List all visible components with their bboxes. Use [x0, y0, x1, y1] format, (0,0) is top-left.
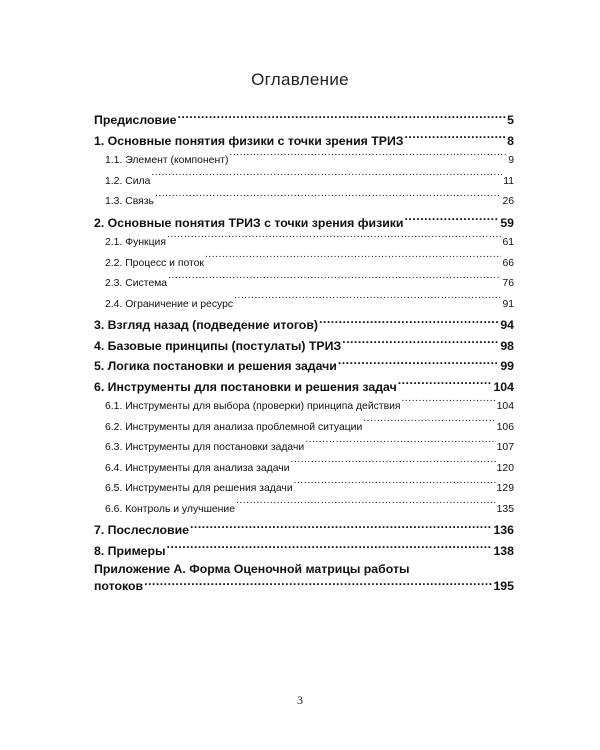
dot-leader — [398, 378, 493, 390]
toc-entry-page: 61 — [502, 237, 514, 248]
toc-entry-label: 6.3. Инструменты для постановки задачи — [105, 442, 305, 453]
toc-entry-section-2-4[interactable] — [94, 295, 514, 316]
dot-leader — [294, 481, 496, 491]
toc-entry-page: 104 — [496, 401, 514, 412]
dot-leader — [144, 578, 492, 590]
toc-entry-chapter-8[interactable] — [94, 541, 514, 562]
toc-entry-page: 11 — [503, 175, 514, 187]
toc-entry-section-6-3[interactable] — [94, 438, 514, 459]
toc-entry-section-6-5[interactable] — [94, 479, 514, 500]
toc-entry-label: 1.2. Сила — [105, 175, 151, 187]
toc-entry-section-1-3[interactable] — [94, 192, 514, 213]
toc-entry-page: 135 — [496, 503, 514, 515]
toc-entry-label: 2. Основные понятия ТРИЗ с точки зрения физики — [94, 215, 404, 230]
toc-entry-label: 6.4. Инструменты для анализа задачи — [105, 462, 290, 474]
dot-leader — [236, 501, 496, 511]
dot-leader — [342, 337, 499, 349]
dot-leader — [190, 522, 492, 534]
toc-entry-page: 136 — [493, 523, 514, 537]
toc-entry-section-2-1[interactable] — [94, 233, 514, 254]
toc-entry-label-line2: потоков — [94, 579, 144, 594]
toc-entry-label: 6.5. Инструменты для решения задачи — [105, 483, 293, 494]
toc-entry-appendix-a[interactable] — [94, 561, 514, 595]
toc-entry-label: 1.1. Элемент (компонент) — [105, 155, 229, 166]
toc-entry-label: 4. Базовые принципы (постулаты) ТРИЗ — [94, 338, 342, 353]
toc-entry-label: 2.3. Система — [105, 278, 168, 289]
dot-leader — [151, 173, 502, 183]
toc-entry-page: 195 — [493, 579, 514, 594]
toc-entry-page: 5 — [507, 113, 514, 127]
dot-leader — [305, 440, 495, 450]
toc-entry-section-6-2[interactable] — [94, 418, 514, 439]
toc-entry-page: 106 — [496, 421, 514, 433]
toc-entry-label: 1.3. Связь — [105, 196, 154, 207]
page-number: 3 — [297, 693, 303, 707]
dot-leader — [404, 132, 506, 144]
toc-entry-label: 7. Послесловие — [94, 523, 189, 537]
toc-entry-page: 26 — [502, 196, 514, 207]
toc-entry-page: 104 — [493, 379, 514, 394]
toc-entry-chapter-5[interactable] — [94, 356, 514, 377]
toc-entry-section-1-1[interactable] — [94, 151, 514, 172]
toc-entry-chapter-6[interactable] — [94, 377, 514, 398]
toc-entry-page: 91 — [502, 298, 514, 310]
dot-leader — [402, 399, 496, 409]
toc-entry-page: 76 — [502, 278, 514, 289]
toc-entry-page: 98 — [500, 338, 514, 353]
toc-entry-section-6-6[interactable] — [94, 500, 514, 521]
toc-entry-section-6-4[interactable] — [94, 459, 514, 480]
toc-entry-chapter-7[interactable] — [94, 520, 514, 541]
dot-leader — [167, 542, 493, 554]
dot-leader — [234, 296, 501, 306]
toc-entry-page: 94 — [500, 318, 514, 332]
toc-entry-label: 5. Логика постановки и решения задачи — [94, 359, 337, 373]
toc-entry-section-6-1[interactable] — [94, 397, 514, 418]
toc-entry-page: 107 — [496, 442, 514, 453]
toc-entry-label-line1: Приложение А. Форма Оценочной матрицы работы — [94, 562, 410, 576]
toc-entry-page: 129 — [496, 483, 514, 494]
toc-entry-page: 59 — [500, 215, 514, 230]
dot-leader — [178, 112, 507, 124]
dot-leader — [363, 419, 495, 429]
toc-entry-section-2-2[interactable] — [94, 254, 514, 275]
toc-entry-page: 8 — [507, 133, 514, 148]
toc-entry-label: 6.2. Инструменты для анализа проблемной ситуации — [105, 421, 363, 433]
toc-entry-label: 1. Основные понятия физики с точки зрения ТРИЗ — [94, 133, 404, 148]
toc-entry-page: 99 — [500, 359, 514, 373]
toc-entry-label: 2.4. Ограничение и ресурс — [105, 298, 234, 310]
toc-entry-preface[interactable] — [94, 110, 514, 131]
dot-leader — [229, 153, 507, 163]
dot-leader — [167, 235, 501, 245]
toc-entry-label: 6. Инструменты для постановки и решения задач — [94, 379, 397, 394]
toc-entry-label: 3. Взгляд назад (подведение итогов) — [94, 318, 318, 332]
dot-leader — [319, 317, 499, 329]
toc-entry-label: 6.1. Инструменты для выбора (проверки) принципа действия — [105, 401, 401, 412]
dot-leader — [168, 276, 501, 286]
dot-leader — [155, 194, 502, 204]
toc-entry-page: 9 — [508, 155, 514, 166]
dot-leader — [404, 214, 499, 226]
dot-leader — [291, 460, 496, 470]
toc-entry-page: 120 — [496, 462, 514, 474]
toc-entry-label: Предисловие — [94, 113, 177, 127]
dot-leader — [338, 358, 499, 370]
toc-entry-chapter-1[interactable] — [94, 131, 514, 152]
toc-entry-section-2-3[interactable] — [94, 274, 514, 295]
toc-entry-label: 8. Примеры — [94, 543, 166, 558]
toc-entry-chapter-4[interactable] — [94, 336, 514, 357]
toc-entry-label: 2.2. Процесс и поток — [105, 257, 204, 269]
dot-leader — [205, 255, 501, 265]
toc-entry-section-1-2[interactable] — [94, 172, 514, 193]
toc-entry-chapter-3[interactable] — [94, 315, 514, 336]
toc-entry-chapter-2[interactable] — [94, 213, 514, 234]
toc-title: Оглавление — [251, 70, 349, 89]
table-of-contents — [94, 110, 514, 595]
toc-entry-label: 6.6. Контроль и улучшение — [105, 503, 236, 515]
toc-entry-label: 2.1. Функция — [105, 237, 166, 248]
toc-entry-page: 66 — [502, 257, 514, 269]
toc-entry-page: 138 — [493, 543, 514, 558]
